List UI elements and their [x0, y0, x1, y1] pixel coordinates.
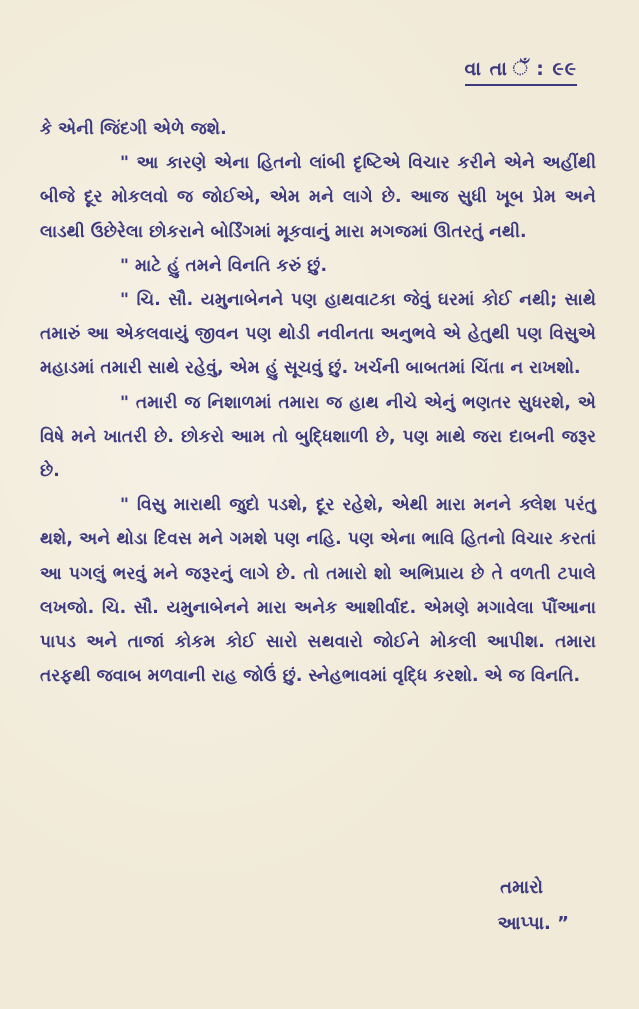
page-header — [465, 58, 577, 86]
paragraph: " આ કારણે એના હિતનો લાંબી દૃષ્ટિએ વિચાર કરીને એને અહીંથી બીજે દૂર મોકલવો જ જોઈએ, એમ મને લાગે છે. આજ સુધી ખૂબ પ્રેમ અને લાડથી ઉછેરેલા છોકરાને બોર્ડિંગમાં મૂકવાનું મારા મગજમાં ઊતરતું નથી. — [40, 153, 596, 242]
page-header-text: વા તા ઁ : ૯૯ — [464, 58, 577, 80]
paragraph: " ચિ. સૌ. યમુનાબેનને પણ હાથવાટકા જેવું ઘરમાં કોઈ નથી; સાથે તમારું આ એકલવાયું જીવન પણ થોડી નવીનતા અનુભવે એ હેતુથી પણ વિસુએ મહાડમાં તમારી સાથે રહેવું, એમ હું સૂચવું છું. ખર્ચની બાબતમાં ચિંતા ન રાખશો. — [40, 290, 596, 379]
paragraph: કે એની જિંદગી એળે જશે. — [40, 119, 227, 139]
paragraph: " તમારી જ નિશાળમાં તમારા જ હાથ નીચે એનું ભણતર સુધરશે, એ વિષે મને ખાતરી છે. છોકરો આમ તો બુદ્ધિશાળી છે, પણ માથે જરા દાબની જરૂર છે. — [40, 392, 596, 482]
signoff-name: આપ્પા. ” — [497, 913, 569, 934]
page-body — [40, 112, 596, 693]
paragraph: " માટે હું તમને વિનતિ કરું છું. — [120, 255, 327, 276]
signoff-closing: તમારો — [500, 877, 543, 898]
paragraph: " વિસુ મારાથી જુદો પડશે, દૂર રહેશે, એથી મારા મનને ક્લેશ પરંતુ થશે, અને થોડા દિવસ મને ગમશે પણ નહિ. પણ એના ભાવિ હિતનો વિચાર કરતાં આ પગલું ભરવું મને જરૂરનું લાગે છે. તો તમારો શો અભિપ્રાય છે તે વળતી ટપાલે લખજો. ચિ. સૌ. યમુનાબેનને મારા અનેક આશીર્વાદ. એમણે મગાવેલા પૌંઆના પાપડ અને તાજાં કોકમ કોઈ સારો સથવારો જોઈને મોકલી આપીશ. તમારા તરફથી જવાબ મળવાની રાહ જોઉં છું. સ્નેહભાવમાં વૃદ્ધિ કરશો. એ જ વિનતિ. — [40, 495, 596, 687]
letter-signoff — [498, 870, 569, 942]
